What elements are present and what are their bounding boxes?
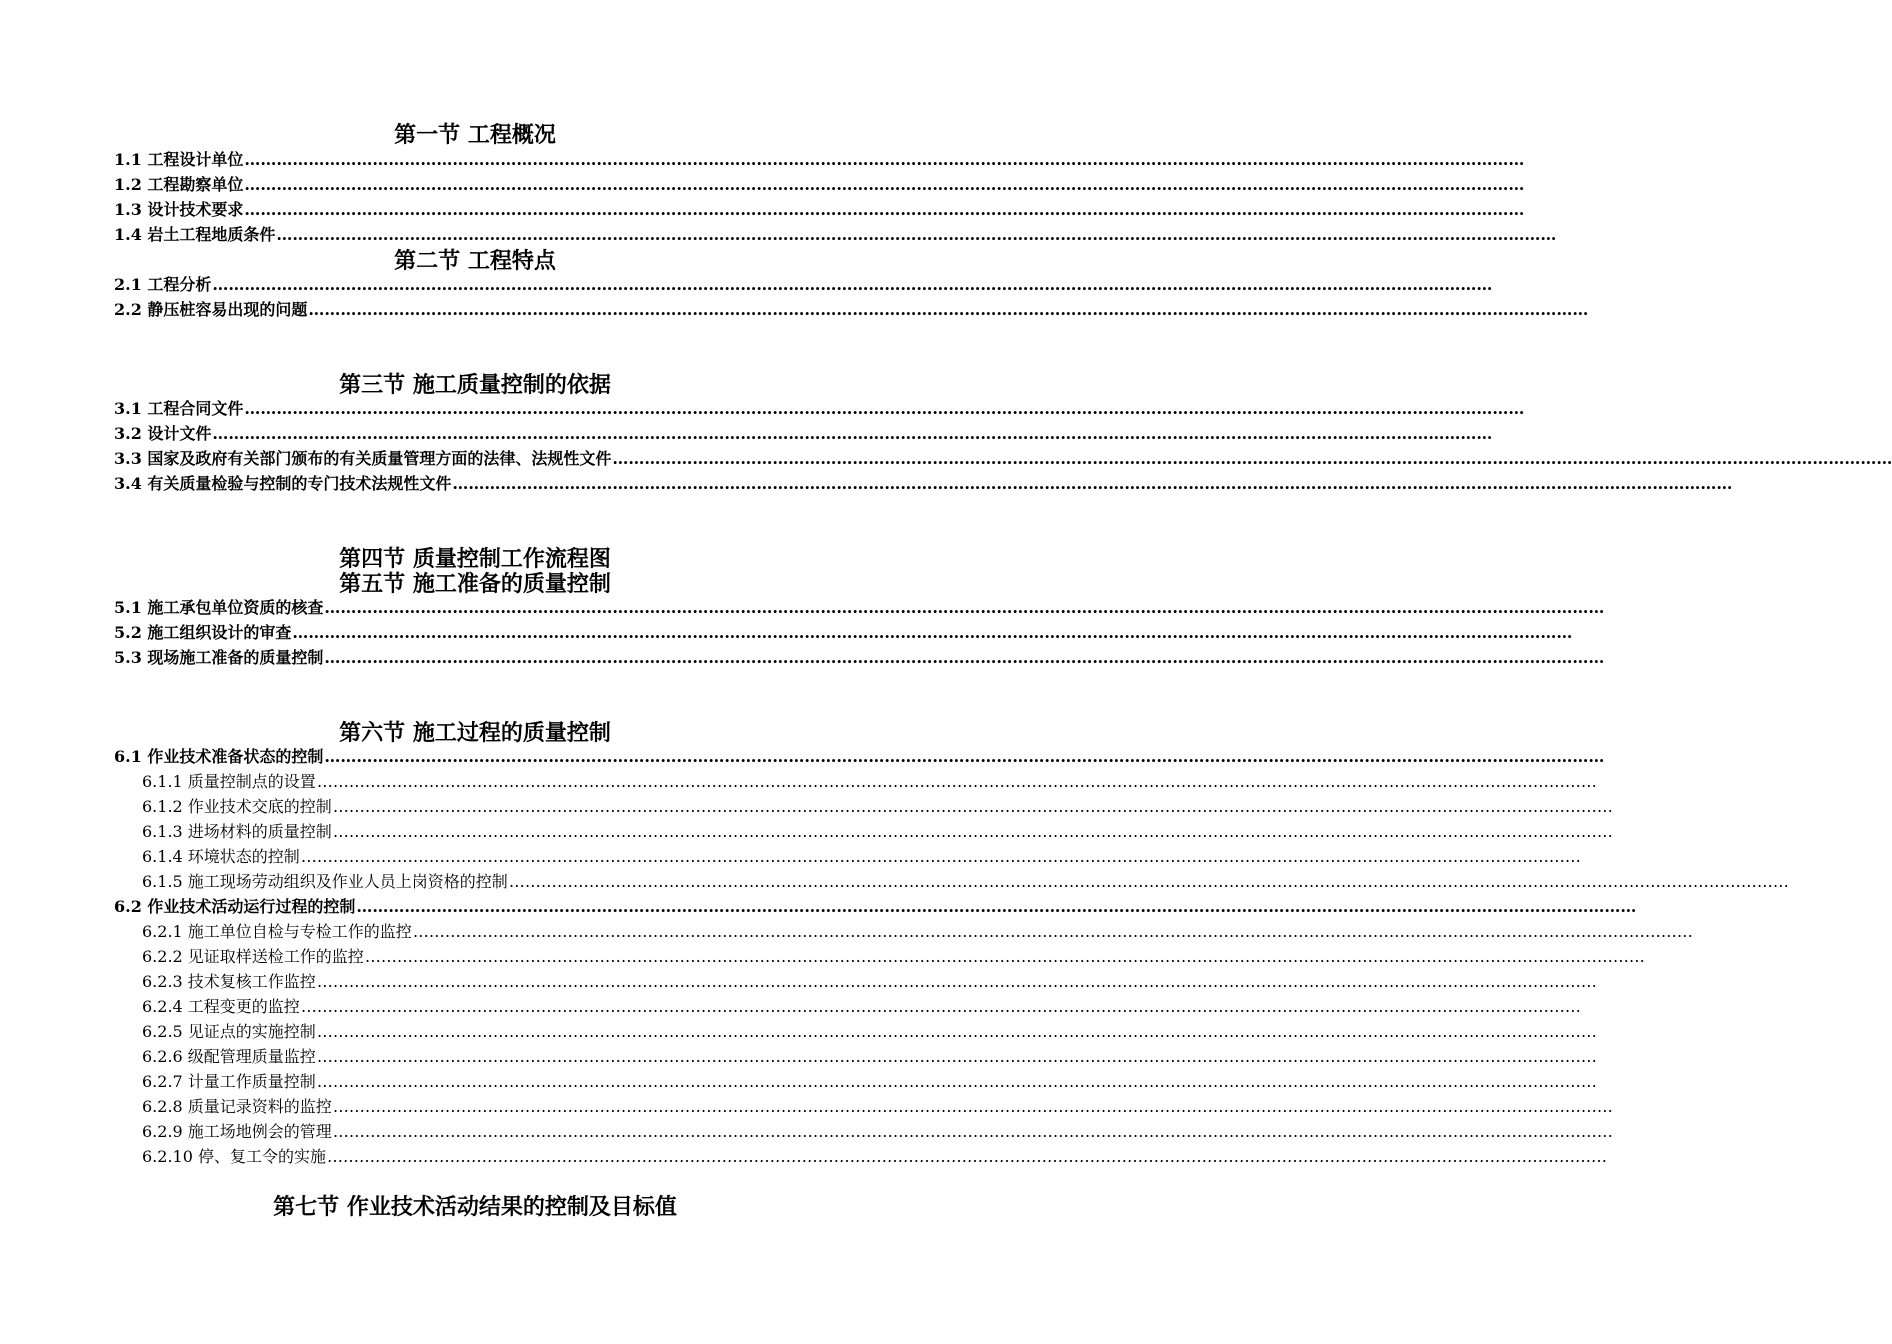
leader-dots: …………………………………………………………………………………………………………………………………………………………………………………………………………………… (332, 822, 1613, 841)
leader-dots: …………………………………………………………………………………………………………………………………………………………………………………………………………………… (244, 175, 1525, 194)
toc-subentry[interactable]: 6.2.7 计量工作质量控制…………………………………………………………………………………………………………………………………………………………………………………………………………………… (142, 1072, 1597, 1091)
toc-entry[interactable]: 2.2 静压桩容易出现的问题…………………………………………………………………………………………………………………………………………………………………………………………………………………… (114, 300, 1589, 319)
leader-dots: …………………………………………………………………………………………………………………………………………………………………………………………………………………… (332, 797, 1613, 816)
leader-dots: …………………………………………………………………………………………………………………………………………………………………………………………………………………… (356, 897, 1637, 916)
leader-dots: …………………………………………………………………………………………………………………………………………………………………………………………………………………… (452, 474, 1733, 493)
toc-subentry[interactable]: 6.2.9 施工场地例会的管理…………………………………………………………………………………………………………………………………………………………………………………………………………………… (142, 1122, 1613, 1141)
toc-entry[interactable]: 1.2 工程勘察单位…………………………………………………………………………………………………………………………………………………………………………………………………………………… (114, 175, 1525, 194)
toc-subentry[interactable]: 6.1.4 环境状态的控制…………………………………………………………………………………………………………………………………………………………………………………………………………………… (142, 847, 1581, 866)
leader-dots: …………………………………………………………………………………………………………………………………………………………………………………………………………………… (316, 1072, 1597, 1091)
toc-entry[interactable]: 1.4 岩土工程地质条件…………………………………………………………………………………………………………………………………………………………………………………………………………………… (114, 225, 1557, 244)
toc-subentry[interactable]: 6.2.3 技术复核工作监控…………………………………………………………………………………………………………………………………………………………………………………………………………………… (142, 972, 1597, 991)
leader-dots: …………………………………………………………………………………………………………………………………………………………………………………………………………………… (508, 872, 1789, 891)
toc-subentry[interactable]: 6.2.10 停、复工令的实施…………………………………………………………………………………………………………………………………………………………………………………………………………………… (142, 1147, 1607, 1166)
toc-entry[interactable]: 5.3 现场施工准备的质量控制…………………………………………………………………………………………………………………………………………………………………………………………………………………… (114, 648, 1605, 667)
section-heading: 第六节 施工过程的质量控制 (339, 720, 611, 746)
toc-subentry[interactable]: 6.2.2 见证取样送检工作的监控…………………………………………………………………………………………………………………………………………………………………………………………………………………… (142, 947, 1645, 966)
toc-subentry[interactable]: 6.1.3 进场材料的质量控制…………………………………………………………………………………………………………………………………………………………………………………………………………………… (142, 822, 1613, 841)
leader-dots: …………………………………………………………………………………………………………………………………………………………………………………………………………………… (300, 847, 1581, 866)
toc-subentry[interactable]: 6.2.5 见证点的实施控制…………………………………………………………………………………………………………………………………………………………………………………………………………………… (142, 1022, 1597, 1041)
toc-subentry[interactable]: 6.2.1 施工单位自检与专检工作的监控…………………………………………………………………………………………………………………………………………………………………………………………………………………… (142, 922, 1693, 941)
leader-dots: …………………………………………………………………………………………………………………………………………………………………………………………………………………… (324, 648, 1605, 667)
leader-dots: …………………………………………………………………………………………………………………………………………………………………………………………………………………… (326, 1147, 1607, 1166)
toc-entry[interactable]: 5.2 施工组织设计的审查…………………………………………………………………………………………………………………………………………………………………………………………………………………… (114, 623, 1573, 642)
toc-subentry[interactable]: 6.1.5 施工现场劳动组织及作业人员上岗资格的控制…………………………………………………………………………………………………………………………………………………………………………………………………………………… (142, 872, 1789, 891)
toc-entry[interactable]: 1.3 设计技术要求…………………………………………………………………………………………………………………………………………………………………………………………………………………… (114, 200, 1525, 219)
leader-dots: …………………………………………………………………………………………………………………………………………………………………………………………………………………… (244, 150, 1525, 169)
section-heading: 第一节 工程概况 (394, 122, 556, 148)
section-heading: 第七节 作业技术活动结果的控制及目标值 (273, 1194, 677, 1220)
toc-entry[interactable]: 3.1 工程合同文件…………………………………………………………………………………………………………………………………………………………………………………………………………………… (114, 399, 1525, 418)
toc-subentry[interactable]: 6.2.8 质量记录资料的监控…………………………………………………………………………………………………………………………………………………………………………………………………………………… (142, 1097, 1613, 1116)
section-heading: 第二节 工程特点 (394, 248, 556, 274)
section-heading: 第四节 质量控制工作流程图 (339, 546, 611, 572)
leader-dots: …………………………………………………………………………………………………………………………………………………………………………………………………………………… (212, 424, 1493, 443)
leader-dots: …………………………………………………………………………………………………………………………………………………………………………………………………………………… (316, 972, 1597, 991)
toc-subentry[interactable]: 6.2.6 级配管理质量监控…………………………………………………………………………………………………………………………………………………………………………………………………………………… (142, 1047, 1597, 1066)
toc-entry[interactable]: 1.1 工程设计单位…………………………………………………………………………………………………………………………………………………………………………………………………………………… (114, 150, 1525, 169)
leader-dots: …………………………………………………………………………………………………………………………………………………………………………………………………………………… (324, 747, 1605, 766)
leader-dots: …………………………………………………………………………………………………………………………………………………………………………………………………………………… (308, 300, 1589, 319)
leader-dots: …………………………………………………………………………………………………………………………………………………………………………………………………………………… (364, 947, 1645, 966)
toc-entry[interactable]: 3.3 国家及政府有关部门颁布的有关质量管理方面的法律、法规性文件…………………………………………………………………………………………………………………………………………………………………………………………………………………… (114, 449, 1892, 468)
leader-dots: …………………………………………………………………………………………………………………………………………………………………………………………………………………… (332, 1097, 1613, 1116)
toc-subentry[interactable]: 6.1.2 作业技术交底的控制…………………………………………………………………………………………………………………………………………………………………………………………………………………… (142, 797, 1613, 816)
leader-dots: …………………………………………………………………………………………………………………………………………………………………………………………………………………… (300, 997, 1581, 1016)
leader-dots: …………………………………………………………………………………………………………………………………………………………………………………………………………………… (316, 1022, 1597, 1041)
leader-dots: …………………………………………………………………………………………………………………………………………………………………………………………………………………… (332, 1122, 1613, 1141)
leader-dots: …………………………………………………………………………………………………………………………………………………………………………………………………………………… (212, 275, 1493, 294)
section-heading: 第五节 施工准备的质量控制 (339, 571, 611, 597)
leader-dots: …………………………………………………………………………………………………………………………………………………………………………………………………………………… (324, 598, 1605, 617)
leader-dots: …………………………………………………………………………………………………………………………………………………………………………………………………………………… (276, 225, 1557, 244)
toc-entry[interactable]: 5.1 施工承包单位资质的核查…………………………………………………………………………………………………………………………………………………………………………………………………………………… (114, 598, 1605, 617)
leader-dots: …………………………………………………………………………………………………………………………………………………………………………………………………………………… (292, 623, 1573, 642)
toc-subentry[interactable]: 6.2.4 工程变更的监控…………………………………………………………………………………………………………………………………………………………………………………………………………………… (142, 997, 1581, 1016)
section-heading: 第三节 施工质量控制的依据 (339, 372, 611, 398)
toc-entry[interactable]: 6.1 作业技术准备状态的控制…………………………………………………………………………………………………………………………………………………………………………………………………………………… (114, 747, 1605, 766)
toc-entry[interactable]: 6.2 作业技术活动运行过程的控制…………………………………………………………………………………………………………………………………………………………………………………………………………………… (114, 897, 1637, 916)
leader-dots: …………………………………………………………………………………………………………………………………………………………………………………………………………………… (412, 922, 1693, 941)
leader-dots: …………………………………………………………………………………………………………………………………………………………………………………………………………………… (316, 772, 1597, 791)
toc-entry[interactable]: 3.2 设计文件…………………………………………………………………………………………………………………………………………………………………………………………………………………… (114, 424, 1493, 443)
leader-dots: …………………………………………………………………………………………………………………………………………………………………………………………………………………… (316, 1047, 1597, 1066)
leader-dots: …………………………………………………………………………………………………………………………………………………………………………………………………………………… (244, 200, 1525, 219)
toc-subentry[interactable]: 6.1.1 质量控制点的设置…………………………………………………………………………………………………………………………………………………………………………………………………………………… (142, 772, 1597, 791)
toc-entry[interactable]: 3.4 有关质量检验与控制的专门技术法规性文件…………………………………………………………………………………………………………………………………………………………………………………………………………………… (114, 474, 1733, 493)
toc-entry[interactable]: 2.1 工程分析…………………………………………………………………………………………………………………………………………………………………………………………………………………… (114, 275, 1493, 294)
leader-dots: …………………………………………………………………………………………………………………………………………………………………………………………………………………… (244, 399, 1525, 418)
leader-dots: …………………………………………………………………………………………………………………………………………………………………………………………………………………… (612, 449, 1892, 468)
